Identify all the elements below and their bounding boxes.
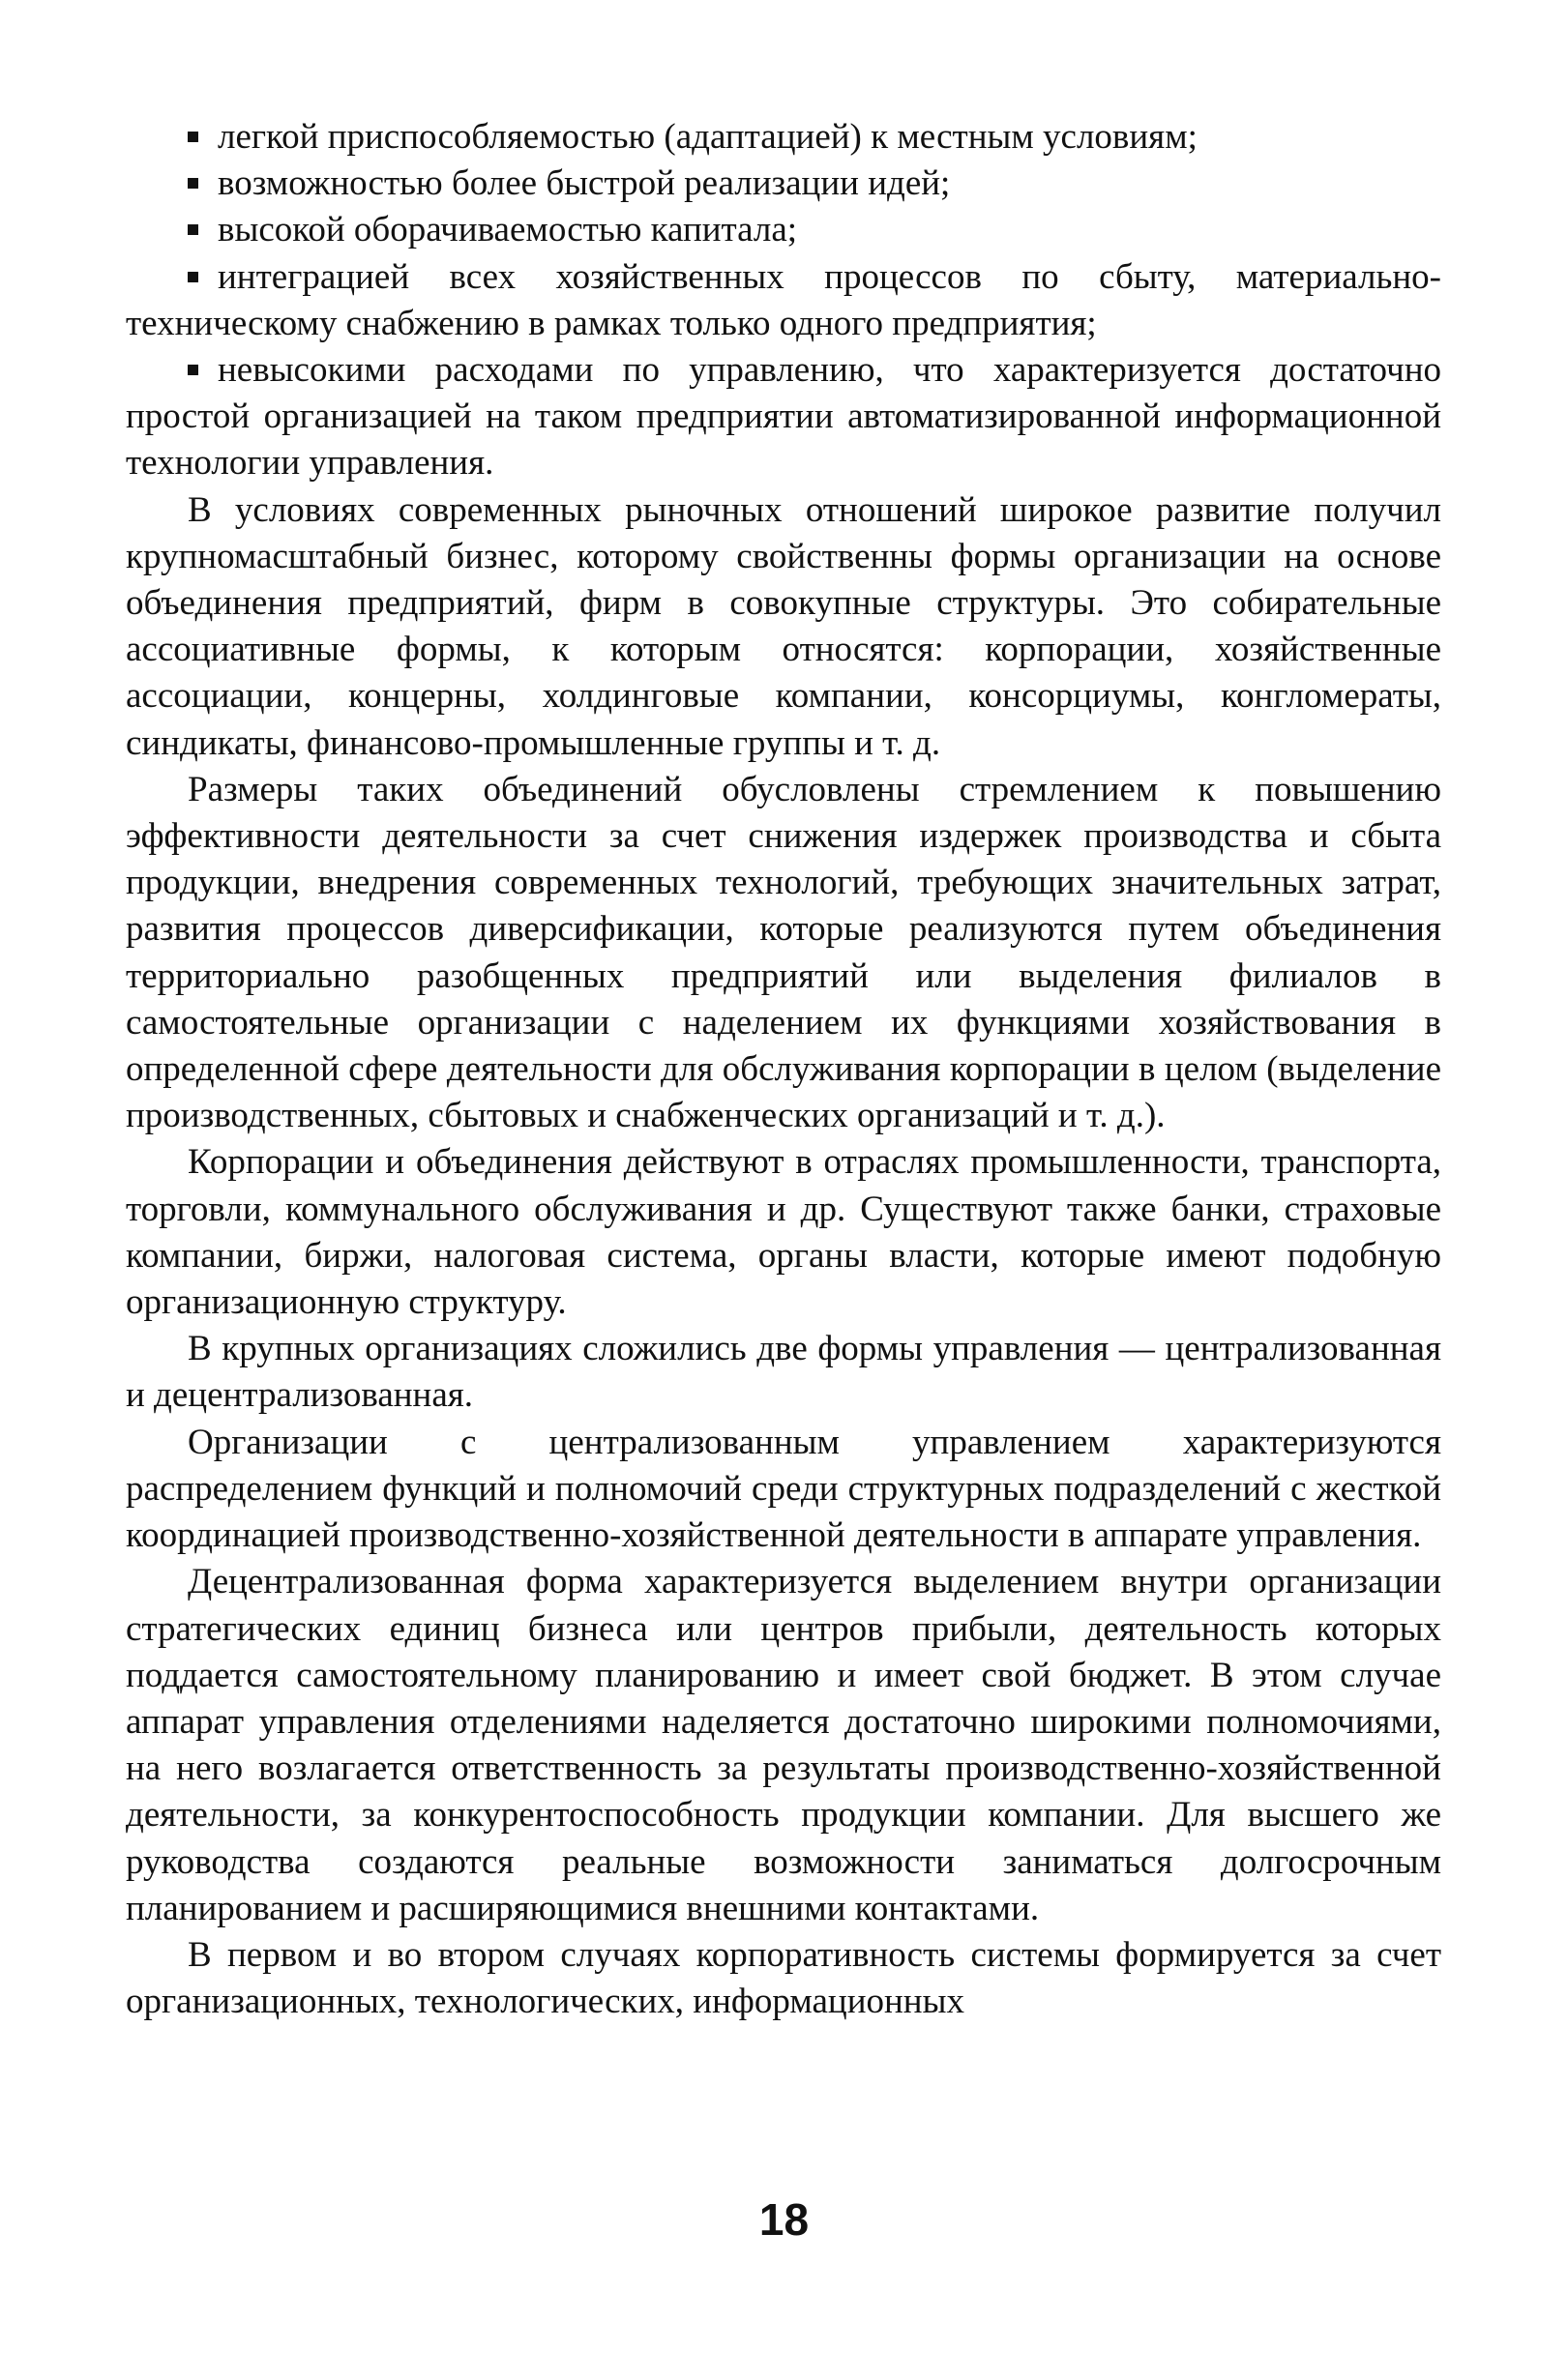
bullet-text: интеграцией всех хозяйственных процессов по сбыту, материально-техническому снабжению в рамках только одного предприятия; xyxy=(126,256,1441,343)
bullet-item xyxy=(126,254,1441,347)
paragraph: В первом и во втором случаях корпоративность системы формируется за счет организационных, технологических, информационных xyxy=(126,1934,1441,2022)
bullet-square-icon xyxy=(188,224,198,235)
bullet-square-icon xyxy=(188,365,198,375)
paragraph: Децентрализованная форма характеризуется выделением внутри организации стратегических единиц бизнеса или центров прибыли, деятельность которых поддается самостоятельному планированию и имеет свой бюджет. В этом случае аппарат управления отделениями наделяется достаточно широкими полномочиями, на него возлагается ответственность за результаты производственно-хозяйственной деятельности, за конкурентоспособность продукции компании. Для высшего же руководства создаются реальные возможности заниматься долгосрочным планированием и расширяющимися внешними контактами. xyxy=(126,1562,1441,1928)
bullet-square-icon xyxy=(188,272,198,282)
paragraph: В условиях современных рыночных отношений широкое развитие получил крупномасштабный бизнес, которому свойственны формы организации на основе объединения предприятий, фирм в совокупные структуры. Это собирательные ассоциативные формы, к которым относятся: корпорации, хозяйственные ассоциации, концерны, холдинговые компании, консорциумы, конгломераты, синдикаты, финансово-промышленные группы и т. д. xyxy=(126,489,1441,763)
page-number: 18 xyxy=(758,2194,810,2245)
bullet-text: легкой приспособляемостью (адаптацией) к местным условиям; xyxy=(218,117,1198,157)
bullet-square-icon xyxy=(188,178,198,189)
bullet-square-icon xyxy=(188,132,198,142)
paragraph: Организации с централизованным управлением характеризуются распределением функций и полномочий среди структурных подразделений с жесткой координацией производственно-хозяйственной деятельности в аппарате управления. xyxy=(126,1422,1441,1556)
paragraph: В крупных организациях сложились две формы управления — централизованная и децентрализованная. xyxy=(126,1329,1441,1416)
page-body xyxy=(126,114,1441,2025)
paragraph: Корпорации и объединения действуют в отраслях промышленности, транспорта, торговли, коммунального обслуживания и др. Существуют также банки, страховые компании, биржи, налоговая система, органы власти, которые имеют подобную организационную структуру. xyxy=(126,1142,1441,1323)
bullet-item xyxy=(126,207,1441,253)
bullet-item xyxy=(126,161,1441,207)
bullet-text: высокой оборачиваемостью капитала; xyxy=(218,210,798,250)
bullet-text: невысокими расходами по управлению, что характеризуется достаточно простой организацией на таком предприятии автоматизированной информационной технологии управления. xyxy=(126,350,1441,484)
bullet-item xyxy=(126,347,1441,487)
paragraph: Размеры таких объединений обусловлены стремлением к повышению эффективности деятельности за счет снижения издержек производства и сбыта продукции, внедрения современных технологий, требующих значительных затрат, развития процессов диверсификации, которые реализуются путем объединения территориально разобщенных предприятий или выделения филиалов в самостоятельные организации с наделением их функциями хозяйствования в определенной сфере деятельности для обслуживания корпорации в целом (выделение производственных, сбытовых и снабженческих организаций и т. д.). xyxy=(126,769,1441,1136)
bullet-item xyxy=(126,114,1441,161)
bullet-text: возможностью более быстрой реализации идей; xyxy=(218,163,951,204)
